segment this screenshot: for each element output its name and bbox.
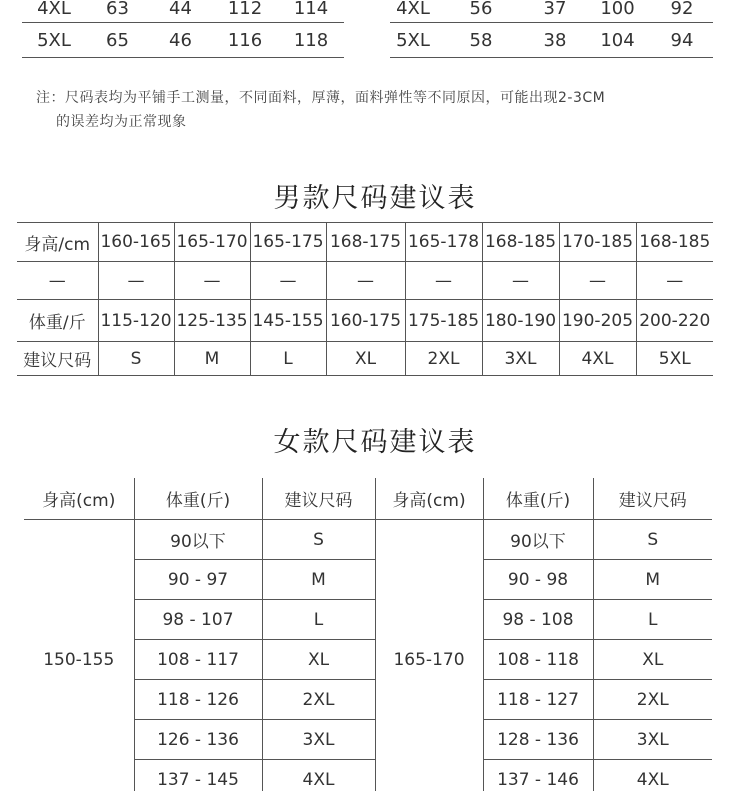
table-cell: 5XL [636, 342, 713, 376]
men-size-chart-title: 男款尺码建议表 [273, 183, 477, 214]
table-cell: — [405, 262, 482, 300]
weight-cell: 90以下 [134, 520, 262, 560]
size-cell: 2XL [593, 680, 712, 720]
table-cell: S [98, 342, 174, 376]
table-cell: 200-220 [636, 300, 713, 342]
size-cell: 3XL [262, 720, 375, 760]
row-label: 体重/斤 [17, 300, 98, 342]
row-label: 建议尺码 [23, 351, 92, 371]
table-cell: — [174, 262, 250, 300]
table-cell: XL [326, 342, 405, 376]
weight-cell: 90以下 [483, 520, 593, 560]
table-cell: 180-190 [482, 300, 559, 342]
table-cell: L [250, 342, 326, 376]
table-cell: 112 [212, 0, 278, 23]
table-cell: — [559, 262, 636, 300]
table-cell: 63 [86, 0, 149, 23]
table-cell: 165-178 [405, 223, 482, 262]
table-cell: — [17, 262, 98, 300]
women-header-row [24, 478, 712, 520]
weight-cell: 90 - 97 [134, 560, 262, 600]
table-cell: — [636, 262, 713, 300]
table-cell: 5XL [390, 23, 436, 58]
table-cell: 94 [651, 23, 713, 58]
table-cell: 5XL [22, 23, 86, 58]
table-cell: 38 [526, 23, 584, 58]
weight-cell: 128 - 136 [483, 720, 593, 760]
table-row [22, 0, 344, 23]
size-cell: 3XL [593, 720, 712, 760]
men-weight-row [17, 300, 713, 342]
note-line: 的误差均为正常现象 [56, 114, 187, 130]
men-size-row [17, 342, 713, 376]
women-size-chart-title: 女款尺码建议表 [273, 427, 477, 458]
height-range-cell: 150-155 [43, 649, 115, 670]
table-cell: 160-165 [98, 223, 174, 262]
table-cell: 170-185 [559, 223, 636, 262]
size-cell: 2XL [262, 680, 375, 720]
table-cell: 168-185 [636, 223, 713, 262]
table-cell: 4XL [22, 0, 86, 23]
table-cell: 100 [584, 0, 651, 23]
size-cell: 4XL [593, 760, 712, 791]
height-range-cell: 165-170 [375, 520, 483, 791]
size-cell: L [593, 600, 712, 640]
table-cell: 44 [149, 0, 212, 23]
table-row [390, 23, 713, 58]
table-cell: 58 [436, 23, 526, 58]
table-cell: 165-175 [250, 223, 326, 262]
column-header: 建议尺码 [593, 478, 712, 520]
size-cell: M [593, 560, 712, 600]
table-cell: 65 [86, 23, 149, 58]
note-line: 注：尺码表均为平铺手工测量，不同面料，厚薄，面料弹性等不同原因，可能出现2-3CM [36, 90, 606, 106]
measurement-table-left [22, 0, 344, 58]
table-cell: 56 [436, 0, 526, 23]
table-row [390, 0, 713, 23]
table-cell: 114 [278, 0, 344, 23]
table-cell: 92 [651, 0, 713, 23]
column-header: 建议尺码 [262, 478, 375, 520]
table-row [22, 23, 344, 58]
table-cell: 2XL [405, 342, 482, 376]
size-cell: XL [593, 640, 712, 680]
table-cell: 165-170 [174, 223, 250, 262]
size-cell: XL [262, 640, 375, 680]
size-cell: L [262, 600, 375, 640]
table-cell: 116 [212, 23, 278, 58]
table-cell: M [174, 342, 250, 376]
row-label: 身高/cm [17, 223, 98, 262]
table-cell: 175-185 [405, 300, 482, 342]
table-cell: 104 [584, 23, 651, 58]
women-size-chart [24, 478, 712, 791]
table-cell: — [250, 262, 326, 300]
size-cell: M [262, 560, 375, 600]
men-size-chart [17, 222, 713, 376]
weight-cell: 137 - 146 [483, 760, 593, 791]
table-row [24, 520, 712, 560]
weight-cell: 108 - 118 [483, 640, 593, 680]
table-cell: 125-135 [174, 300, 250, 342]
weight-cell: 126 - 136 [134, 720, 262, 760]
men-height-row [17, 223, 713, 262]
table-cell: 115-120 [98, 300, 174, 342]
table-cell: 46 [149, 23, 212, 58]
table-cell: 4XL [559, 342, 636, 376]
table-cell: 168-175 [326, 223, 405, 262]
table-cell: 168-185 [482, 223, 559, 262]
measurement-table-right [390, 0, 713, 58]
table-cell: 118 [278, 23, 344, 58]
table-cell: 145-155 [250, 300, 326, 342]
column-header: 体重(斤) [483, 478, 593, 520]
table-cell: — [98, 262, 174, 300]
weight-cell: 90 - 98 [483, 560, 593, 600]
table-cell: 160-175 [326, 300, 405, 342]
weight-cell: 137 - 145 [134, 760, 262, 791]
column-header: 身高(cm) [375, 478, 483, 520]
table-cell: 3XL [482, 342, 559, 376]
size-cell: S [262, 520, 375, 560]
column-header: 身高(cm) [24, 478, 134, 520]
men-separator-row [17, 262, 713, 300]
size-cell: S [593, 520, 712, 560]
weight-cell: 108 - 117 [134, 640, 262, 680]
weight-cell: 118 - 126 [134, 680, 262, 720]
table-cell: 37 [526, 0, 584, 23]
size-cell: 4XL [262, 760, 375, 791]
weight-cell: 118 - 127 [483, 680, 593, 720]
table-cell: — [482, 262, 559, 300]
table-cell: 190-205 [559, 300, 636, 342]
column-header: 体重(斤) [134, 478, 262, 520]
weight-cell: 98 - 108 [483, 600, 593, 640]
table-cell: — [326, 262, 405, 300]
table-cell: 4XL [390, 0, 436, 23]
weight-cell: 98 - 107 [134, 600, 262, 640]
measurement-note [36, 86, 716, 134]
